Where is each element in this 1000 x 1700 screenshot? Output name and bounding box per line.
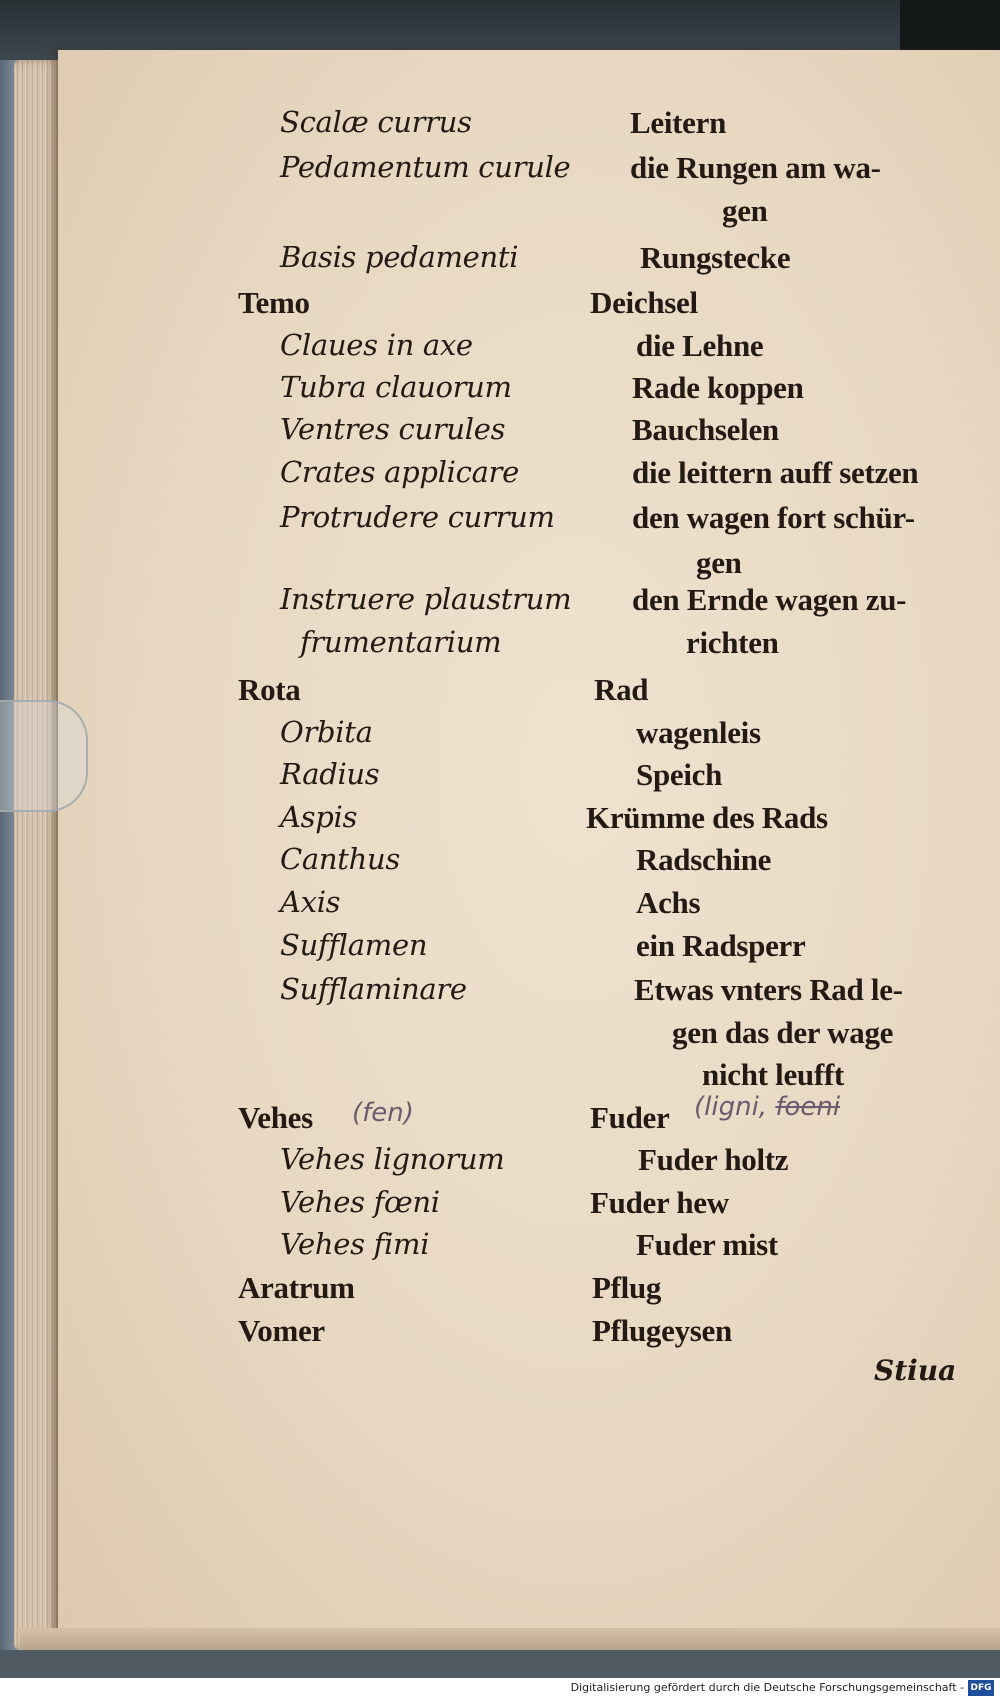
german-term: ein Radsperr bbox=[636, 928, 806, 963]
latin-headword: Vomer bbox=[238, 1313, 325, 1348]
latin-term: Sufflaminare bbox=[280, 972, 467, 1006]
latin-term: Vehes fimi bbox=[280, 1227, 430, 1261]
latin-term: Vehes lignorum bbox=[280, 1142, 505, 1176]
latin-term: Aspis bbox=[280, 800, 358, 834]
german-term: wagenleis bbox=[636, 715, 761, 750]
latin-term: Ventres curules bbox=[280, 412, 506, 446]
dfg-logo: DFG bbox=[968, 1680, 994, 1696]
german-term: richten bbox=[686, 625, 779, 660]
german-term: Fuder mist bbox=[636, 1227, 778, 1262]
german-term: Achs bbox=[636, 885, 701, 920]
german-term: Speich bbox=[636, 757, 723, 792]
page-stack-edges bbox=[14, 60, 62, 1650]
latin-headword: Vehes bbox=[238, 1100, 313, 1135]
handwritten-note-vehes: (fen) bbox=[352, 1098, 414, 1128]
german-term: Pflugeysen bbox=[592, 1313, 732, 1348]
latin-term: Tubra clauorum bbox=[280, 370, 512, 404]
latin-term: Canthus bbox=[280, 842, 400, 876]
german-term: Leitern bbox=[630, 105, 727, 140]
book-page bbox=[58, 50, 1000, 1650]
latin-headword: Aratrum bbox=[238, 1270, 355, 1305]
german-term: nicht leufft bbox=[702, 1057, 844, 1092]
german-term: Deichsel bbox=[590, 285, 698, 320]
german-term: Pflug bbox=[592, 1270, 662, 1305]
latin-term: frumentarium bbox=[300, 625, 502, 659]
german-term: Rade koppen bbox=[632, 370, 804, 405]
latin-term: Radius bbox=[280, 757, 380, 791]
german-term: den wagen fort schür- bbox=[632, 500, 915, 535]
german-term: Fuder hew bbox=[590, 1185, 729, 1220]
latin-term: Instruere plaustrum bbox=[280, 582, 572, 616]
bookmark-clip bbox=[0, 700, 88, 812]
handwritten-note-fuder-text: (ligni, bbox=[694, 1092, 776, 1122]
german-term: die Rungen am wa- bbox=[630, 150, 881, 185]
handwritten-note-fuder bbox=[694, 1092, 840, 1122]
latin-term: Scalæ currus bbox=[280, 105, 472, 139]
latin-term: Orbita bbox=[280, 715, 373, 749]
latin-term: Pedamentum curule bbox=[280, 150, 571, 184]
german-term: Rungstecke bbox=[640, 240, 791, 275]
german-term: gen bbox=[696, 545, 742, 580]
catchword: Stiua bbox=[874, 1354, 957, 1387]
german-term: Fuder bbox=[590, 1100, 670, 1135]
german-term: Bauchselen bbox=[632, 412, 779, 447]
german-term: Fuder holtz bbox=[638, 1142, 789, 1177]
latin-term: Protrudere currum bbox=[280, 500, 555, 534]
german-term: gen bbox=[722, 193, 768, 228]
german-term: den Ernde wagen zu- bbox=[632, 582, 907, 617]
handwritten-note-fuder-struck: foeni bbox=[775, 1092, 841, 1122]
latin-term: Axis bbox=[280, 885, 341, 919]
page-bottom-edge bbox=[20, 1628, 1000, 1650]
latin-term: Basis pedamenti bbox=[280, 240, 519, 274]
german-term: die Lehne bbox=[636, 328, 764, 363]
latin-term: Sufflamen bbox=[280, 928, 428, 962]
latin-term: Claues in axe bbox=[280, 328, 473, 362]
latin-headword: Temo bbox=[238, 285, 310, 320]
german-term: Rad bbox=[594, 672, 649, 707]
latin-headword: Rota bbox=[238, 672, 301, 707]
latin-term: Crates applicare bbox=[280, 455, 519, 489]
latin-term: Vehes fœni bbox=[280, 1185, 440, 1219]
german-term: Etwas vnters Rad le- bbox=[634, 972, 903, 1007]
footer-credit-text: Digitalisierung gefördert durch die Deutsche Forschungsgemeinschaft - bbox=[570, 1681, 964, 1694]
german-term: die leittern auff setzen bbox=[632, 455, 919, 490]
scanner-lower-strip bbox=[0, 1650, 1000, 1678]
footer-bar bbox=[0, 1678, 1000, 1700]
german-term: gen das der wage bbox=[672, 1015, 894, 1050]
german-term: Krümme des Rads bbox=[586, 800, 828, 835]
german-term: Radschine bbox=[636, 842, 772, 877]
